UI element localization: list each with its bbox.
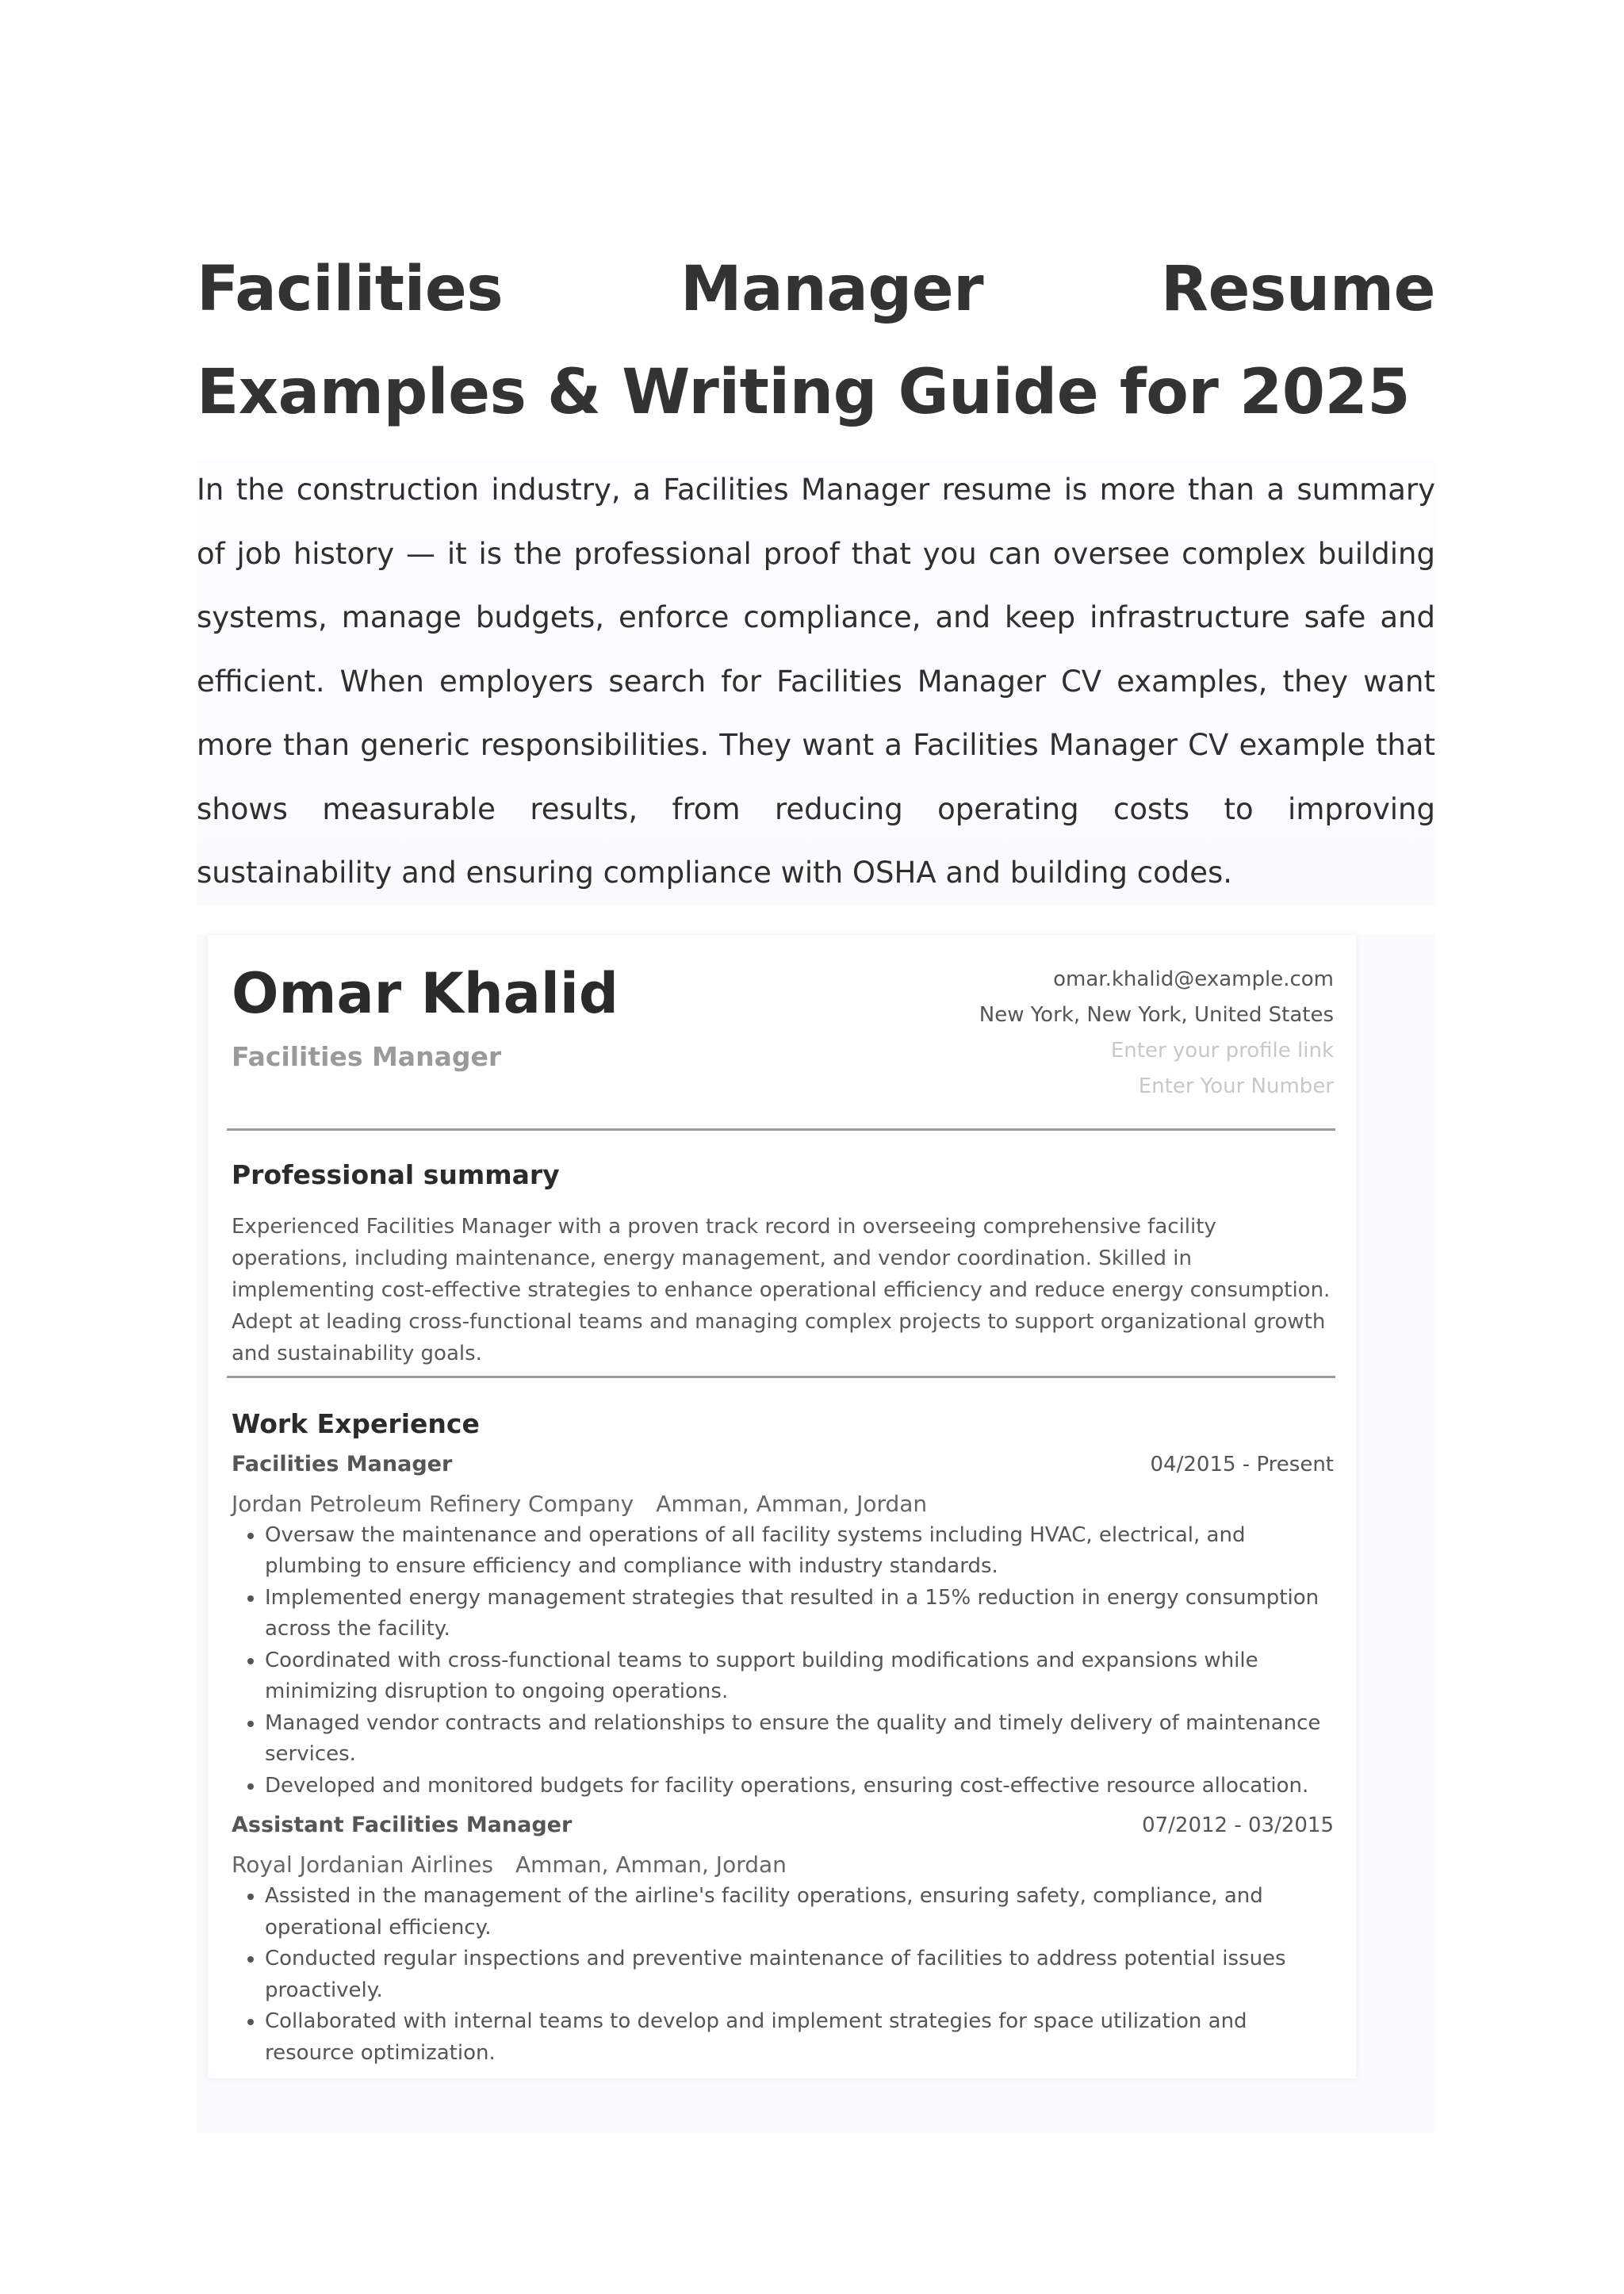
- bullet-item: • Collaborated with internal teams to develop and implement strategies for space utilization and resource optimization.: [265, 2006, 1334, 2069]
- bullet-item: • Assisted in the management of the airline's facility operations, ensuring safety, compliance, and operational efficiency.: [265, 1881, 1334, 1944]
- job-entry: [232, 1452, 1334, 1802]
- work-experience-heading: Work Experience: [232, 1407, 480, 1439]
- resume-location: New York, New York, United States: [979, 1002, 1334, 1027]
- resume-sample-container: [197, 935, 1435, 2133]
- summary-text: Experienced Facilities Manager with a proven track record in overseeing comprehensive facility operations, including maintenance, energy management, and vendor coordination. Skilled in implementing cost-effective strategies to enhance operational efficiency and reduce energy consumption. Adept at leading cross-functional teams and managing complex projects to support organizational growth and sustainability goals.: [232, 1214, 1331, 1365]
- resume-name: Omar Khalid: [232, 960, 619, 1026]
- job-bullets: [232, 1881, 1334, 2069]
- job-company: Royal Jordanian Airlines: [232, 1852, 493, 1878]
- job-dates: 04/2015 - Present: [1150, 1452, 1334, 1476]
- bullet-item: • Implemented energy management strategies that resulted in a 15% reduction in energy consumption across the facility.: [265, 1583, 1334, 1645]
- resume-header: [232, 962, 1334, 1105]
- section-divider: [227, 1128, 1335, 1131]
- resume-profile-link-placeholder: Enter your profile link: [1110, 1038, 1334, 1063]
- job-title: Assistant Facilities Manager: [232, 1813, 573, 1837]
- job-bullets: [232, 1520, 1334, 1802]
- job-company: Jordan Petroleum Refinery Company: [232, 1490, 634, 1517]
- job-location: Amman, Amman, Jordan: [515, 1852, 787, 1878]
- job-dates: 07/2012 - 03/2015: [1142, 1813, 1334, 1837]
- page-title: Facilities Manager Resume Examples & Writing Guide for 2025: [197, 254, 1435, 428]
- section-divider: [227, 1376, 1335, 1378]
- article: [197, 238, 1435, 2132]
- bullet-item: • Oversaw the maintenance and operations of all facility systems including HVAC, electrical, and plumbing to ensure efficiency and compliance with industry standards.: [265, 1520, 1334, 1583]
- summary-heading: Professional summary: [232, 1158, 560, 1190]
- resume-email: omar.khalid@example.com: [1053, 967, 1334, 991]
- intro-paragraph: In the construction industry, a Facilities Manager resume is more than a summary of job history — it is the professional proof that you can oversee complex building systems, manage budgets, enforce compliance, and keep infrastructure safe and efficient. When employers search for Facilities Manager CV examples, they want more than generic responsibilities. They want a Facilities Manager CV example that shows measurable results, from reducing operating costs to improving sustainability and ensuring compliance with OSHA and building codes.: [197, 458, 1435, 906]
- job-entry: [232, 1813, 1334, 2069]
- bullet-item: • Conducted regular inspections and preventive maintenance of facilities to address potential issues proactively.: [265, 1944, 1334, 2006]
- job-title: Facilities Manager: [232, 1451, 453, 1476]
- resume-sample: [208, 935, 1356, 2079]
- bullet-item: • Managed vendor contracts and relationships to ensure the quality and timely delivery of maintenance services.: [265, 1708, 1334, 1771]
- resume-contact: [979, 962, 1334, 1105]
- bullet-item: • Developed and monitored budgets for facility operations, ensuring cost-effective resource allocation.: [265, 1771, 1334, 1802]
- resume-role: Facilities Manager: [232, 1040, 502, 1072]
- resume-number-placeholder: Enter Your Number: [1138, 1074, 1334, 1098]
- bullet-item: • Coordinated with cross-functional teams to support building modifications and expansions while minimizing disruption to ongoing operations.: [265, 1645, 1334, 1708]
- resume-identity: [232, 962, 619, 1072]
- job-location: Amman, Amman, Jordan: [656, 1490, 928, 1517]
